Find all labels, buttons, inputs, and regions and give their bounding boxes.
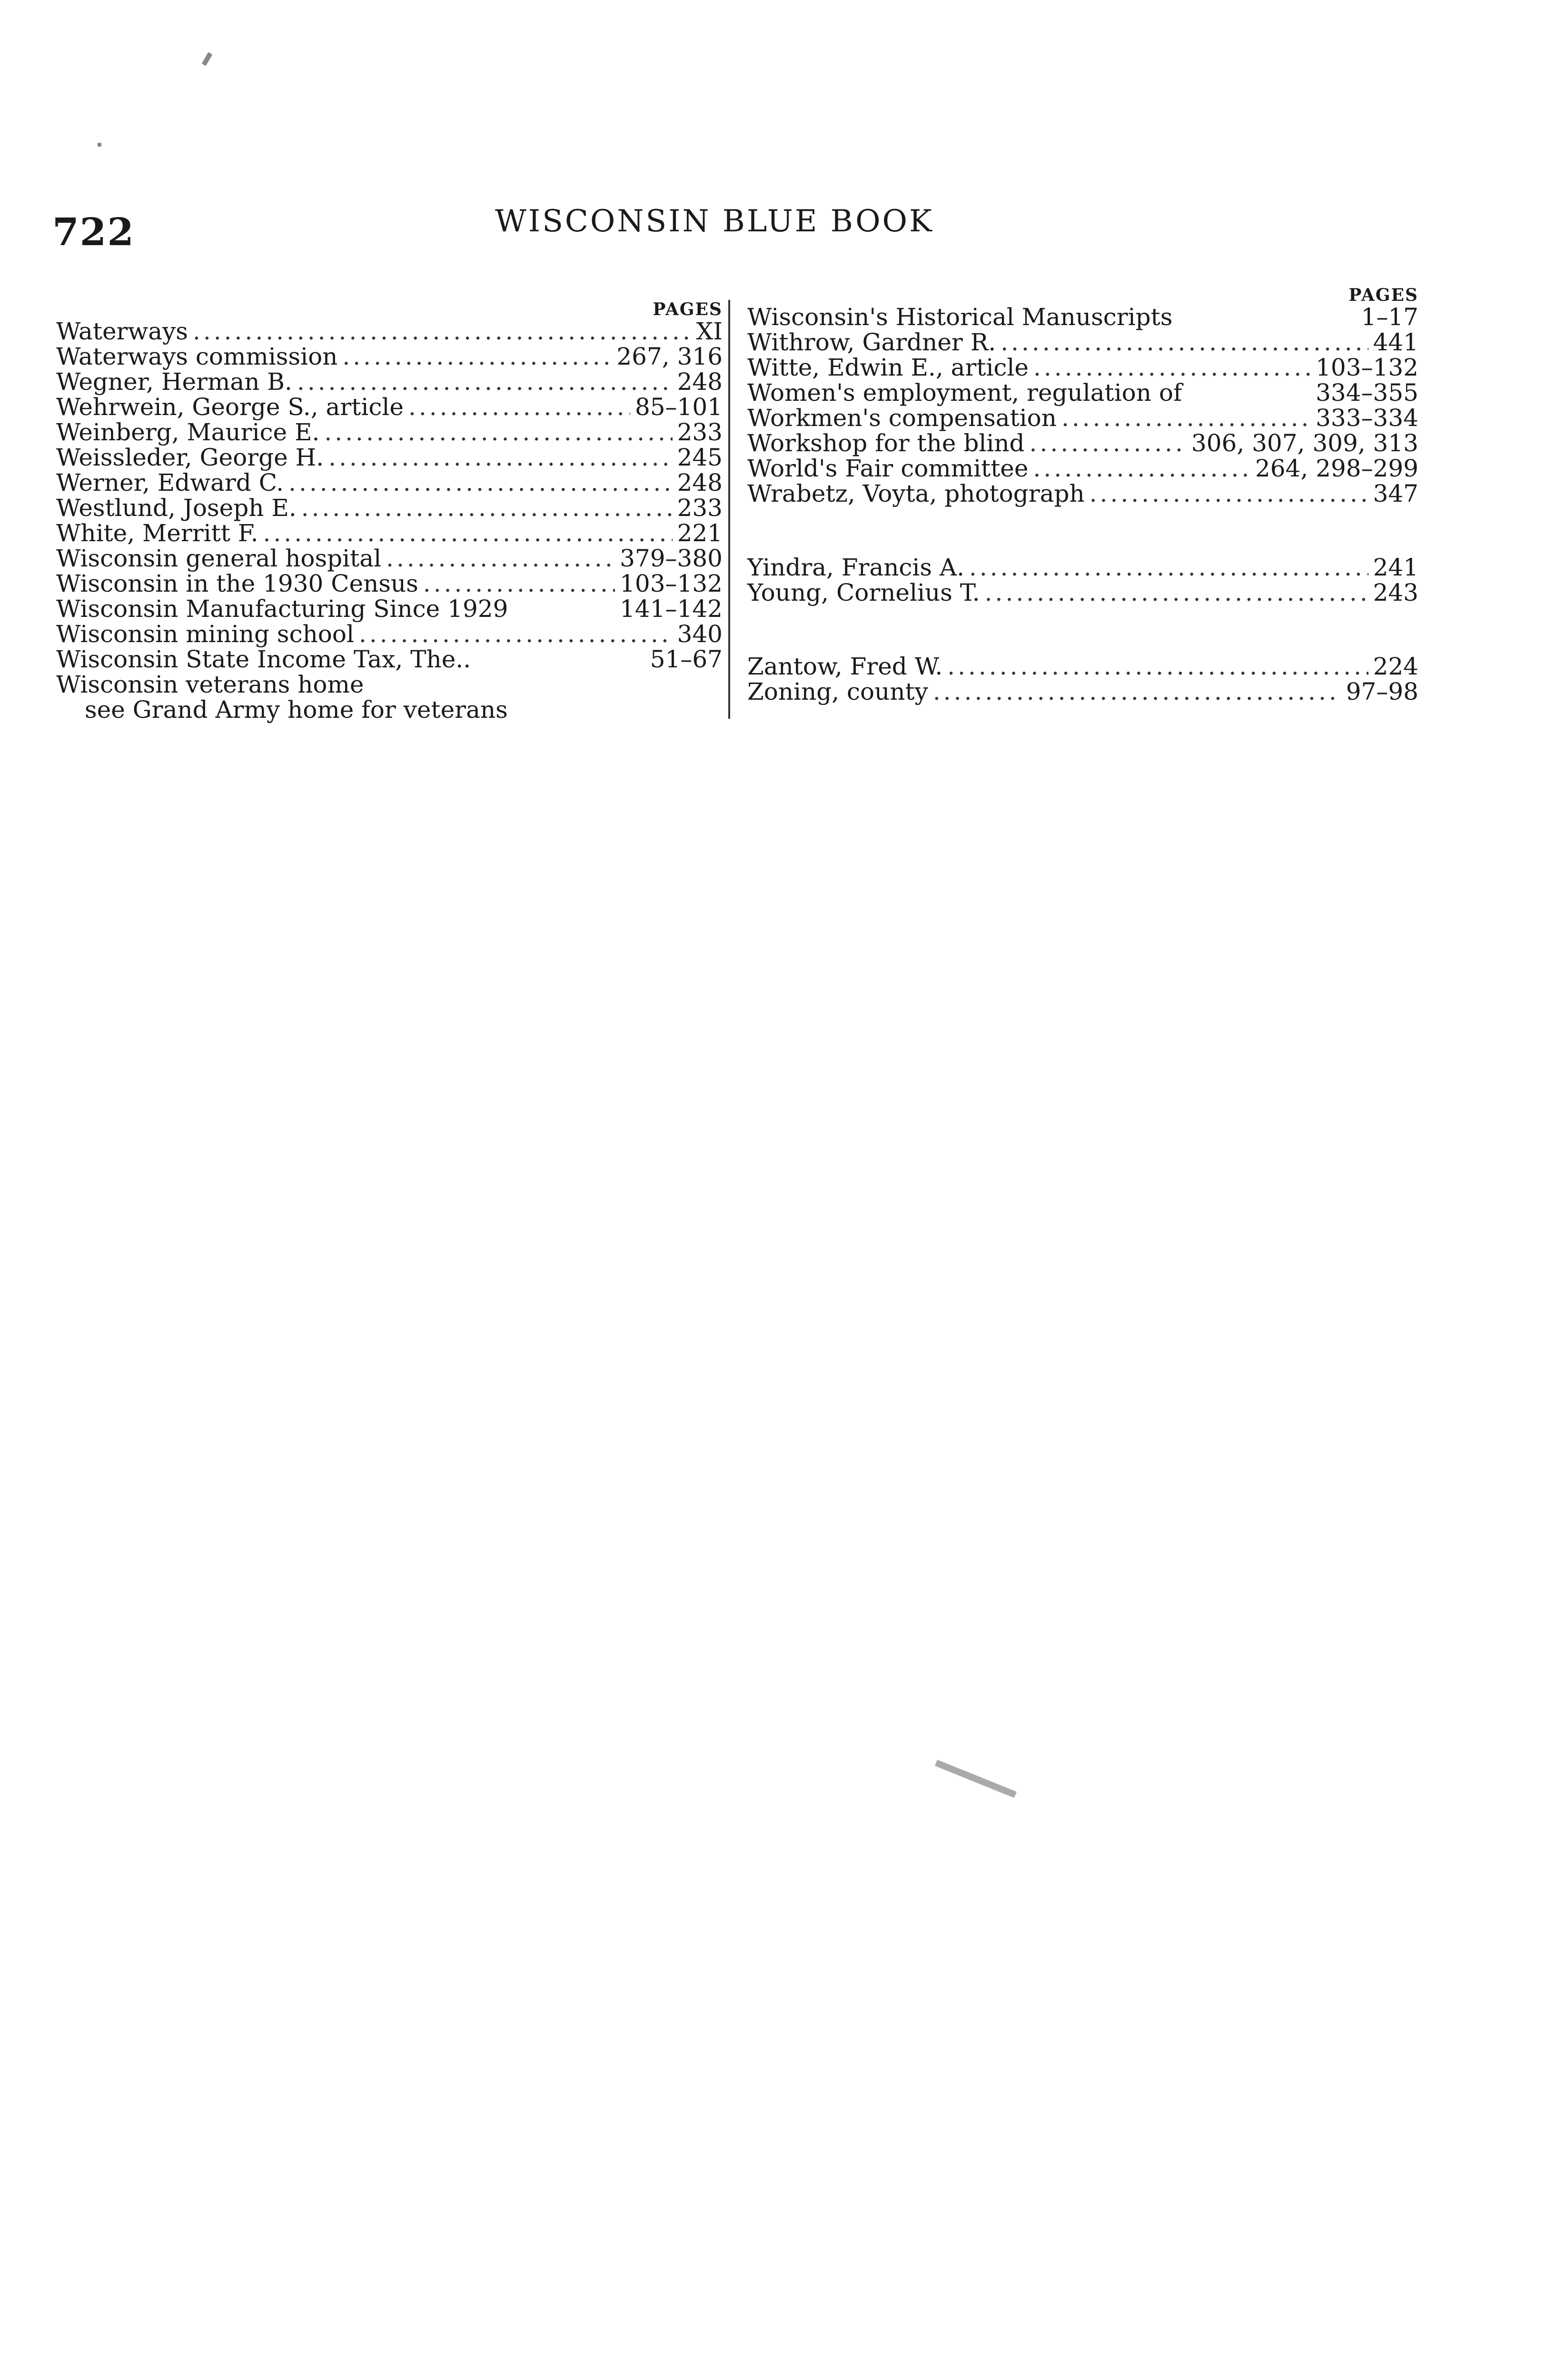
index-entry	[56, 622, 723, 647]
entry-label: Wrabetz, Voyta, photograph	[747, 480, 1085, 507]
letter-group-gap	[747, 605, 1418, 654]
index-entry	[747, 481, 1418, 506]
entry-label: Withrow, Gardner R.	[747, 328, 996, 356]
letter-group-gap	[747, 506, 1418, 555]
pages-heading: PAGES	[1348, 285, 1418, 305]
dot-leader	[947, 654, 1368, 679]
index-entry	[56, 672, 723, 697]
running-head-title: WISCONSIN BLUE BOOK	[495, 204, 934, 239]
index-entry	[747, 555, 1418, 580]
entry-pages: 103–132	[620, 570, 723, 597]
entry-pages: 379–380	[620, 545, 723, 572]
index-entry	[56, 395, 723, 420]
dot-leader	[1030, 431, 1187, 456]
dot-leader	[408, 395, 630, 420]
entry-label: see Grand Army home for veterans	[85, 696, 508, 724]
index-entry	[747, 355, 1418, 380]
index-entry	[747, 456, 1418, 481]
index-entry	[747, 330, 1418, 355]
dot-leader	[297, 369, 673, 395]
entry-pages: 264, 298–299	[1255, 455, 1418, 482]
entry-label: Wegner, Herman B.	[56, 368, 292, 396]
entry-label: Workmen's compensation	[747, 404, 1057, 432]
dot-leader	[359, 622, 673, 647]
index-entry	[747, 654, 1418, 679]
entry-label: Werner, Edward C.	[56, 469, 284, 496]
column-divider	[728, 300, 730, 719]
entry-label: Waterways	[56, 317, 188, 345]
entry-label: Wisconsin Manufacturing Since 1929	[56, 595, 508, 623]
entry-pages: 245	[677, 444, 723, 471]
entry-pages: 1–17	[1361, 303, 1418, 331]
entry-label: Wisconsin in the 1930 Census	[56, 570, 418, 597]
dot-leader	[288, 470, 672, 496]
entry-label: Wisconsin veterans home	[56, 671, 364, 698]
entry-pages: 141–142	[620, 595, 723, 623]
entry-label: Wisconsin general hospital	[56, 545, 382, 572]
index-entry	[56, 521, 723, 546]
entry-label: Wehrwein, George S., article	[56, 393, 404, 421]
dot-leader	[324, 420, 672, 445]
entry-pages: 233	[677, 494, 723, 522]
pages-heading: PAGES	[653, 299, 723, 319]
dot-leader	[1033, 355, 1311, 380]
dot-leader	[933, 679, 1341, 704]
entry-pages: XI	[696, 317, 723, 345]
entry-label: Wisconsin State Income Tax, The..	[56, 645, 471, 673]
entry-label: Weissleder, George H.	[56, 444, 324, 471]
index-entry	[747, 305, 1418, 330]
index-entry	[747, 580, 1418, 605]
entry-label: Weinberg, Maurice E.	[56, 418, 320, 446]
index-entry	[747, 406, 1418, 431]
dot-leader	[1090, 481, 1368, 506]
entry-label: Women's employment, regulation of	[747, 379, 1182, 407]
dot-leader	[985, 580, 1368, 605]
entry-label: Waterways commission	[56, 343, 338, 370]
index-entry	[56, 445, 723, 470]
dot-leader	[328, 445, 672, 470]
index-entry	[747, 431, 1418, 456]
index-entry	[56, 420, 723, 445]
index-entry	[56, 369, 723, 395]
entry-pages: 233	[677, 418, 723, 446]
entry-pages: 248	[677, 368, 723, 396]
entry-pages: 267, 316	[616, 343, 723, 370]
entry-pages: 248	[677, 469, 723, 496]
entry-pages: 241	[1373, 554, 1418, 581]
index-entry	[747, 380, 1418, 406]
dot-leader	[342, 344, 612, 369]
entry-label: Young, Cornelius T.	[747, 579, 980, 606]
entry-pages: 224	[1373, 653, 1418, 680]
scan-speck	[98, 143, 101, 147]
entry-label: World's Fair committee	[747, 455, 1029, 482]
entry-pages: 333–334	[1316, 404, 1418, 432]
entry-label: Workshop for the blind	[747, 429, 1025, 457]
entry-pages: 85–101	[634, 393, 723, 421]
entry-pages: 243	[1373, 579, 1418, 606]
dot-leader	[263, 521, 673, 546]
scan-speck	[202, 52, 213, 66]
entry-pages: 334–355	[1316, 379, 1418, 407]
dot-leader	[386, 546, 615, 571]
dot-leader	[1033, 456, 1250, 481]
entry-label: Witte, Edwin E., article	[747, 354, 1029, 381]
index-column-left	[56, 300, 723, 723]
index-entry	[56, 546, 723, 571]
entry-pages: 347	[1373, 480, 1418, 507]
entry-label: Zantow, Fred W.	[747, 653, 943, 680]
entry-label: Wisconsin's Historical Manuscripts	[747, 303, 1173, 331]
index-entry	[56, 319, 723, 344]
entry-pages: 51–67	[650, 645, 723, 673]
dot-leader	[1001, 330, 1368, 355]
index-entry	[747, 679, 1418, 704]
dot-leader	[423, 571, 615, 596]
entry-label: Westlund, Joseph E.	[56, 494, 297, 522]
index-entry	[56, 647, 723, 672]
index-entry	[56, 571, 723, 596]
entry-pages: 306, 307, 309, 313	[1191, 429, 1418, 457]
entry-label: Zoning, county	[747, 678, 928, 705]
index-entry	[56, 596, 723, 622]
index-entry	[56, 470, 723, 496]
index-entry	[56, 344, 723, 369]
entry-pages: 221	[677, 519, 723, 547]
scan-smudge	[935, 1760, 1017, 1798]
dot-leader	[1061, 406, 1311, 431]
entry-pages: 340	[677, 620, 723, 648]
index-entry-crossref	[56, 697, 723, 723]
entry-label: Wisconsin mining school	[56, 620, 354, 648]
entry-pages: 441	[1373, 328, 1418, 356]
index-entry	[56, 496, 723, 521]
entry-pages: 97–98	[1346, 678, 1418, 705]
page-number: 722	[52, 209, 135, 254]
entry-label: Yindra, Francis A.	[747, 554, 964, 581]
dot-leader	[301, 496, 673, 521]
dot-leader	[969, 555, 1368, 580]
entry-pages: 103–132	[1316, 354, 1418, 381]
entry-label: White, Merritt F.	[56, 519, 258, 547]
dot-leader	[193, 319, 692, 344]
index-column-right	[747, 286, 1418, 704]
